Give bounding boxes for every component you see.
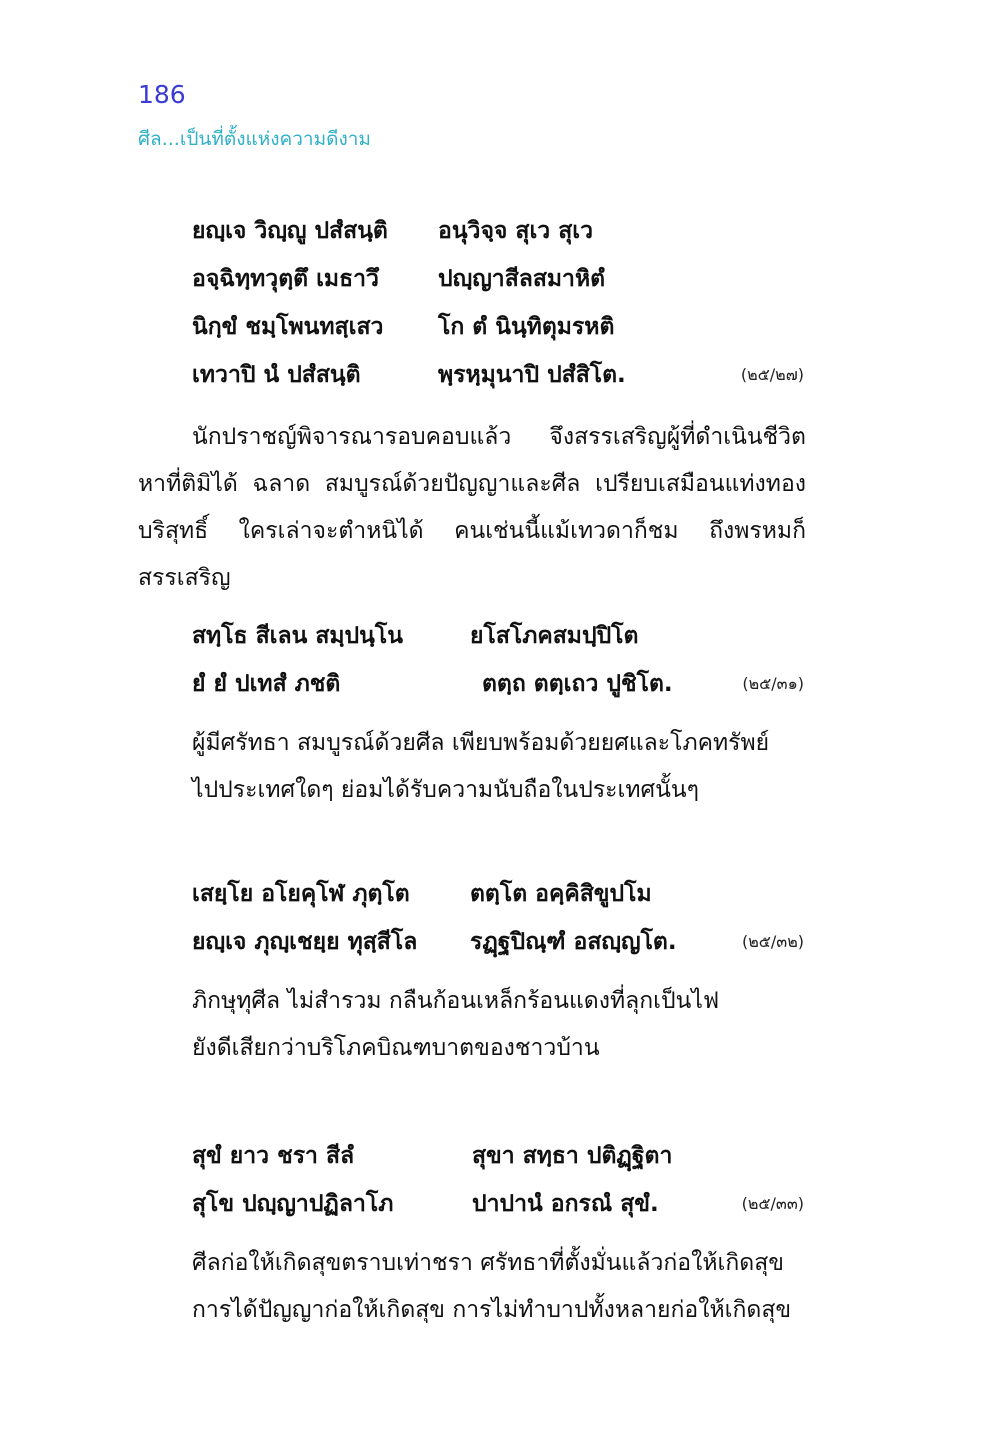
- translation-line: ยังดีเสียกว่าบริโภคบิณฑบาตของชาวบ้าน: [192, 1035, 600, 1061]
- verse-reference: (๒๕/๓๒): [741, 932, 804, 951]
- verse-line: [192, 870, 812, 918]
- verse-first-half: สุโข ปญฺญาปฏิลาโภ: [192, 1191, 394, 1217]
- verse-second-half: ปญฺญาสีลสมาหิตํ: [438, 266, 606, 292]
- verse-reference: (๒๕/๓๓): [741, 1194, 804, 1213]
- verse-line: [192, 1132, 812, 1180]
- verse-first-half: ยญฺเจ วิญฺญู ปสํสนฺติ: [192, 218, 388, 244]
- running-title: ศีล...เป็นที่ตั้งแห่งความดีงาม: [138, 128, 371, 150]
- verse-second-half: รฏฺฐปิณฺฑํ อสญฺญโต.: [470, 929, 677, 955]
- verse-first-half: ยญฺเจ ภุญฺเชยฺย ทุสฺสีโล: [192, 929, 418, 955]
- verse-block: [192, 870, 812, 966]
- page-number: 186: [138, 80, 186, 109]
- verse-first-half: อจฺฉิทฺทวุตฺตึ เมธาวึ: [192, 266, 379, 292]
- translation-line: นักปราชญ์พิจารณารอบคอบแล้ว จึงสรรเสริญผู้ที่ดำเนินชีวิต: [192, 424, 806, 450]
- verse-block: [192, 207, 812, 399]
- verse-line: [192, 918, 812, 966]
- verse-first-half: สทฺโธ สีเลน สมฺปนฺโน: [192, 623, 403, 649]
- translation-line: ผู้มีศรัทธา สมบูรณ์ด้วยศีล เพียบพร้อมด้วยยศและโภคทรัพย์: [192, 730, 770, 756]
- verse-second-half: สุขา สทฺธา ปติฏฺฐิตา: [472, 1143, 673, 1169]
- verse-line: [192, 612, 812, 660]
- translation-paragraph: [192, 720, 812, 814]
- verse-first-half: เสยฺโย อโยคุโฬ ภุตฺโต: [192, 881, 410, 907]
- verse-second-half: พฺรหฺมุนาปิ ปสํสิโต.: [438, 362, 626, 388]
- translation-paragraph: [192, 1240, 812, 1334]
- verse-block: [192, 612, 812, 708]
- translation-line: หาที่ติมิได้ ฉลาด สมบูรณ์ด้วยปัญญาและศีล เปรียบเสมือนแท่งทอง: [138, 471, 806, 497]
- verse-line: [192, 1180, 812, 1228]
- verse-block: [192, 1132, 812, 1228]
- translation-line: การได้ปัญญาก่อให้เกิดสุข การไม่ทำบาปทั้งหลายก่อให้เกิดสุข: [192, 1297, 792, 1323]
- verse-first-half: นิกฺขํ ชมฺโพนทสฺเสว: [192, 314, 384, 340]
- verse-second-half: ตตฺโต อคฺคิสิขูปโม: [470, 881, 652, 907]
- translation-line: ศีลก่อให้เกิดสุขตราบเท่าชรา ศรัทธาที่ตั้งมั่นแล้วก่อให้เกิดสุข: [192, 1250, 784, 1276]
- translation-line: ไปประเทศใดๆ ย่อมได้รับความนับถือในประเทศนั้นๆ: [192, 777, 699, 803]
- translation-line: ภิกษุทุศีล ไม่สำรวม กลืนก้อนเหล็กร้อนแดงที่ลุกเป็นไฟ: [192, 988, 720, 1014]
- verse-line: [192, 303, 812, 351]
- verse-second-half: ตตฺถ ตตฺเถว ปูชิโต.: [482, 671, 673, 697]
- verse-line: [192, 207, 812, 255]
- verse-second-half: ปาปานํ อกรณํ สุขํ.: [472, 1191, 659, 1217]
- verse-first-half: สุขํ ยาว ชรา สีลํ: [192, 1143, 355, 1169]
- verse-line: [192, 255, 812, 303]
- verse-line: [192, 660, 812, 708]
- verse-line: [192, 351, 812, 399]
- verse-reference: (๒๕/๒๗): [740, 365, 804, 384]
- verse-first-half: เทวาปิ นํ ปสํสนฺติ: [192, 362, 361, 388]
- verse-second-half: โก ตํ นินฺทิตุมรหติ: [438, 314, 615, 340]
- translation-line: บริสุทธิ์ ใครเล่าจะตำหนิได้ คนเช่นนี้แม้เทวดาก็ชม ถึงพรหมก็สรรเสริญ: [138, 518, 806, 591]
- verse-second-half: อนุวิจฺจ สุเว สุเว: [438, 218, 594, 244]
- translation-paragraph: [138, 414, 806, 602]
- verse-first-half: ยํ ยํ ปเทสํ ภชติ: [192, 671, 341, 697]
- verse-reference: (๒๕/๓๑): [742, 674, 804, 693]
- translation-paragraph: [192, 978, 812, 1072]
- verse-second-half: ยโสโภคสมปฺปิโต: [470, 623, 639, 649]
